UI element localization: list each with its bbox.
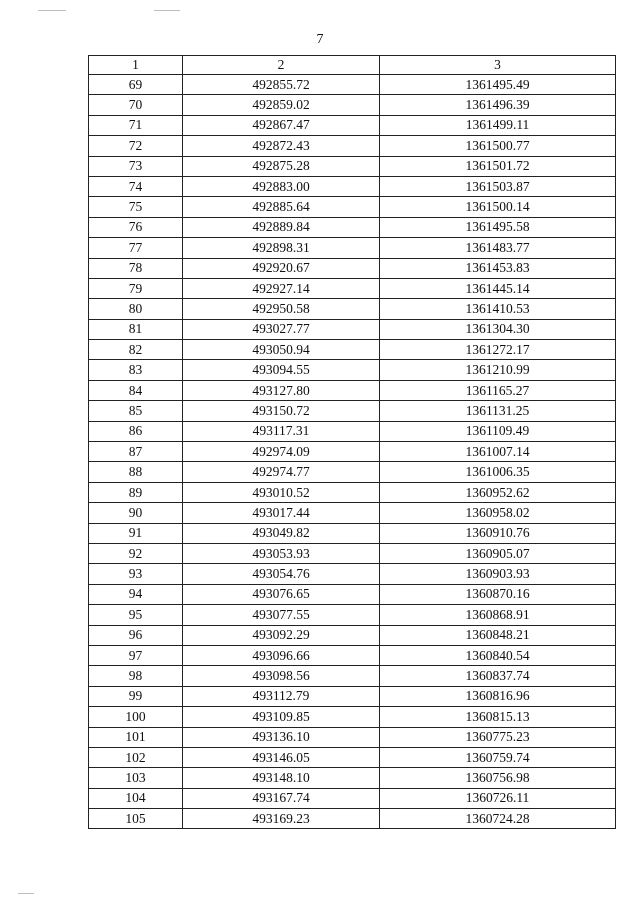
point-number-cell: 84	[89, 380, 183, 400]
point-number-cell: 69	[89, 75, 183, 95]
point-number-cell: 71	[89, 115, 183, 135]
table-row	[89, 768, 616, 788]
x-coordinate-cell: 493150.72	[183, 401, 380, 421]
point-number-cell: 95	[89, 605, 183, 625]
x-coordinate-cell: 492875.28	[183, 156, 380, 176]
table-row	[89, 421, 616, 441]
table-row	[89, 523, 616, 543]
x-coordinate-cell: 493146.05	[183, 747, 380, 767]
table-row	[89, 95, 616, 115]
x-coordinate-cell: 492898.31	[183, 238, 380, 258]
table-row	[89, 482, 616, 502]
point-number-cell: 91	[89, 523, 183, 543]
point-number-cell: 94	[89, 584, 183, 604]
y-coordinate-cell: 1360815.13	[380, 707, 616, 727]
y-coordinate-cell: 1360724.28	[380, 809, 616, 829]
y-coordinate-cell: 1360952.62	[380, 482, 616, 502]
y-coordinate-cell: 1360903.93	[380, 564, 616, 584]
x-coordinate-cell: 493017.44	[183, 503, 380, 523]
point-number-cell: 96	[89, 625, 183, 645]
y-coordinate-cell: 1360759.74	[380, 747, 616, 767]
y-coordinate-cell: 1360840.54	[380, 645, 616, 665]
point-number-cell: 82	[89, 340, 183, 360]
x-coordinate-cell: 492867.47	[183, 115, 380, 135]
x-coordinate-cell: 492872.43	[183, 136, 380, 156]
table-row	[89, 584, 616, 604]
scan-artifact-top-center	[154, 10, 180, 11]
point-number-cell: 79	[89, 278, 183, 298]
table-row	[89, 727, 616, 747]
y-coordinate-cell: 1361483.77	[380, 238, 616, 258]
point-number-cell: 88	[89, 462, 183, 482]
table-row	[89, 442, 616, 462]
point-number-cell: 75	[89, 197, 183, 217]
y-coordinate-cell: 1361445.14	[380, 278, 616, 298]
x-coordinate-cell: 492920.67	[183, 258, 380, 278]
point-number-cell: 100	[89, 707, 183, 727]
point-number-cell: 77	[89, 238, 183, 258]
y-coordinate-cell: 1361410.53	[380, 299, 616, 319]
x-coordinate-cell: 493169.23	[183, 809, 380, 829]
table-row	[89, 686, 616, 706]
point-number-cell: 89	[89, 482, 183, 502]
y-coordinate-cell: 1361500.14	[380, 197, 616, 217]
x-coordinate-cell: 493136.10	[183, 727, 380, 747]
table-row	[89, 299, 616, 319]
point-number-cell: 97	[89, 645, 183, 665]
point-number-cell: 80	[89, 299, 183, 319]
point-number-cell: 74	[89, 176, 183, 196]
y-coordinate-cell: 1361495.58	[380, 217, 616, 237]
x-coordinate-cell: 493077.55	[183, 605, 380, 625]
point-number-cell: 104	[89, 788, 183, 808]
y-coordinate-cell: 1361503.87	[380, 176, 616, 196]
coordinates-table	[88, 55, 616, 829]
table-row	[89, 217, 616, 237]
y-coordinate-cell: 1361109.49	[380, 421, 616, 441]
point-number-cell: 76	[89, 217, 183, 237]
x-coordinate-cell: 492859.02	[183, 95, 380, 115]
x-coordinate-cell: 493167.74	[183, 788, 380, 808]
x-coordinate-cell: 493098.56	[183, 666, 380, 686]
point-number-cell: 103	[89, 768, 183, 788]
y-coordinate-cell: 1361499.11	[380, 115, 616, 135]
y-coordinate-cell: 1360726.11	[380, 788, 616, 808]
table-row	[89, 340, 616, 360]
table-row	[89, 156, 616, 176]
y-coordinate-cell: 1360905.07	[380, 543, 616, 563]
x-coordinate-cell: 492855.72	[183, 75, 380, 95]
point-number-cell: 98	[89, 666, 183, 686]
x-coordinate-cell: 492974.09	[183, 442, 380, 462]
table-row	[89, 197, 616, 217]
table-row	[89, 543, 616, 563]
y-coordinate-cell: 1361006.35	[380, 462, 616, 482]
column-header-3: 3	[380, 56, 616, 75]
x-coordinate-cell: 493127.80	[183, 380, 380, 400]
x-coordinate-cell: 493096.66	[183, 645, 380, 665]
table-row	[89, 176, 616, 196]
y-coordinate-cell: 1361165.27	[380, 380, 616, 400]
x-coordinate-cell: 493049.82	[183, 523, 380, 543]
y-coordinate-cell: 1361501.72	[380, 156, 616, 176]
table-row	[89, 788, 616, 808]
x-coordinate-cell: 492885.64	[183, 197, 380, 217]
column-header-1: 1	[89, 56, 183, 75]
x-coordinate-cell: 493117.31	[183, 421, 380, 441]
scan-artifact-bottom-left	[18, 893, 34, 894]
point-number-cell: 83	[89, 360, 183, 380]
point-number-cell: 90	[89, 503, 183, 523]
point-number-cell: 101	[89, 727, 183, 747]
point-number-cell: 102	[89, 747, 183, 767]
table-row	[89, 380, 616, 400]
y-coordinate-cell: 1361131.25	[380, 401, 616, 421]
y-coordinate-cell: 1360756.98	[380, 768, 616, 788]
x-coordinate-cell: 493092.29	[183, 625, 380, 645]
page-number: 7	[316, 32, 324, 47]
x-coordinate-cell: 492950.58	[183, 299, 380, 319]
x-coordinate-cell: 493148.10	[183, 768, 380, 788]
point-number-cell: 85	[89, 401, 183, 421]
y-coordinate-cell: 1360910.76	[380, 523, 616, 543]
x-coordinate-cell: 492927.14	[183, 278, 380, 298]
table-row	[89, 503, 616, 523]
table-row	[89, 136, 616, 156]
table-row	[89, 707, 616, 727]
table-row	[89, 625, 616, 645]
x-coordinate-cell: 492889.84	[183, 217, 380, 237]
column-header-2: 2	[183, 56, 380, 75]
table-row	[89, 319, 616, 339]
y-coordinate-cell: 1360837.74	[380, 666, 616, 686]
point-number-cell: 73	[89, 156, 183, 176]
x-coordinate-cell: 493053.93	[183, 543, 380, 563]
x-coordinate-cell: 493094.55	[183, 360, 380, 380]
table-row	[89, 258, 616, 278]
table-row	[89, 462, 616, 482]
table-body	[89, 75, 616, 829]
point-number-cell: 93	[89, 564, 183, 584]
y-coordinate-cell: 1361007.14	[380, 442, 616, 462]
table-row	[89, 75, 616, 95]
table-row	[89, 115, 616, 135]
table-row	[89, 360, 616, 380]
scan-artifact-top-left	[38, 10, 66, 11]
point-number-cell: 99	[89, 686, 183, 706]
y-coordinate-cell: 1360958.02	[380, 503, 616, 523]
point-number-cell: 78	[89, 258, 183, 278]
point-number-cell: 86	[89, 421, 183, 441]
point-number-cell: 70	[89, 95, 183, 115]
x-coordinate-cell: 493109.85	[183, 707, 380, 727]
table-row	[89, 666, 616, 686]
y-coordinate-cell: 1361496.39	[380, 95, 616, 115]
table-row	[89, 278, 616, 298]
x-coordinate-cell: 493112.79	[183, 686, 380, 706]
table-row	[89, 401, 616, 421]
y-coordinate-cell: 1360848.21	[380, 625, 616, 645]
table-row	[89, 564, 616, 584]
y-coordinate-cell: 1361304.30	[380, 319, 616, 339]
y-coordinate-cell: 1360868.91	[380, 605, 616, 625]
x-coordinate-cell: 492883.00	[183, 176, 380, 196]
point-number-cell: 87	[89, 442, 183, 462]
y-coordinate-cell: 1361495.49	[380, 75, 616, 95]
table-row	[89, 809, 616, 829]
y-coordinate-cell: 1361500.77	[380, 136, 616, 156]
y-coordinate-cell: 1361272.17	[380, 340, 616, 360]
y-coordinate-cell: 1360870.16	[380, 584, 616, 604]
point-number-cell: 92	[89, 543, 183, 563]
table-row	[89, 747, 616, 767]
table-row	[89, 605, 616, 625]
point-number-cell: 81	[89, 319, 183, 339]
x-coordinate-cell: 493010.52	[183, 482, 380, 502]
y-coordinate-cell: 1360775.23	[380, 727, 616, 747]
table-row	[89, 238, 616, 258]
x-coordinate-cell: 493076.65	[183, 584, 380, 604]
table-row	[89, 645, 616, 665]
x-coordinate-cell: 493054.76	[183, 564, 380, 584]
y-coordinate-cell: 1360816.96	[380, 686, 616, 706]
y-coordinate-cell: 1361210.99	[380, 360, 616, 380]
y-coordinate-cell: 1361453.83	[380, 258, 616, 278]
x-coordinate-cell: 492974.77	[183, 462, 380, 482]
table-header-row	[89, 56, 616, 75]
point-number-cell: 72	[89, 136, 183, 156]
x-coordinate-cell: 493027.77	[183, 319, 380, 339]
x-coordinate-cell: 493050.94	[183, 340, 380, 360]
point-number-cell: 105	[89, 809, 183, 829]
